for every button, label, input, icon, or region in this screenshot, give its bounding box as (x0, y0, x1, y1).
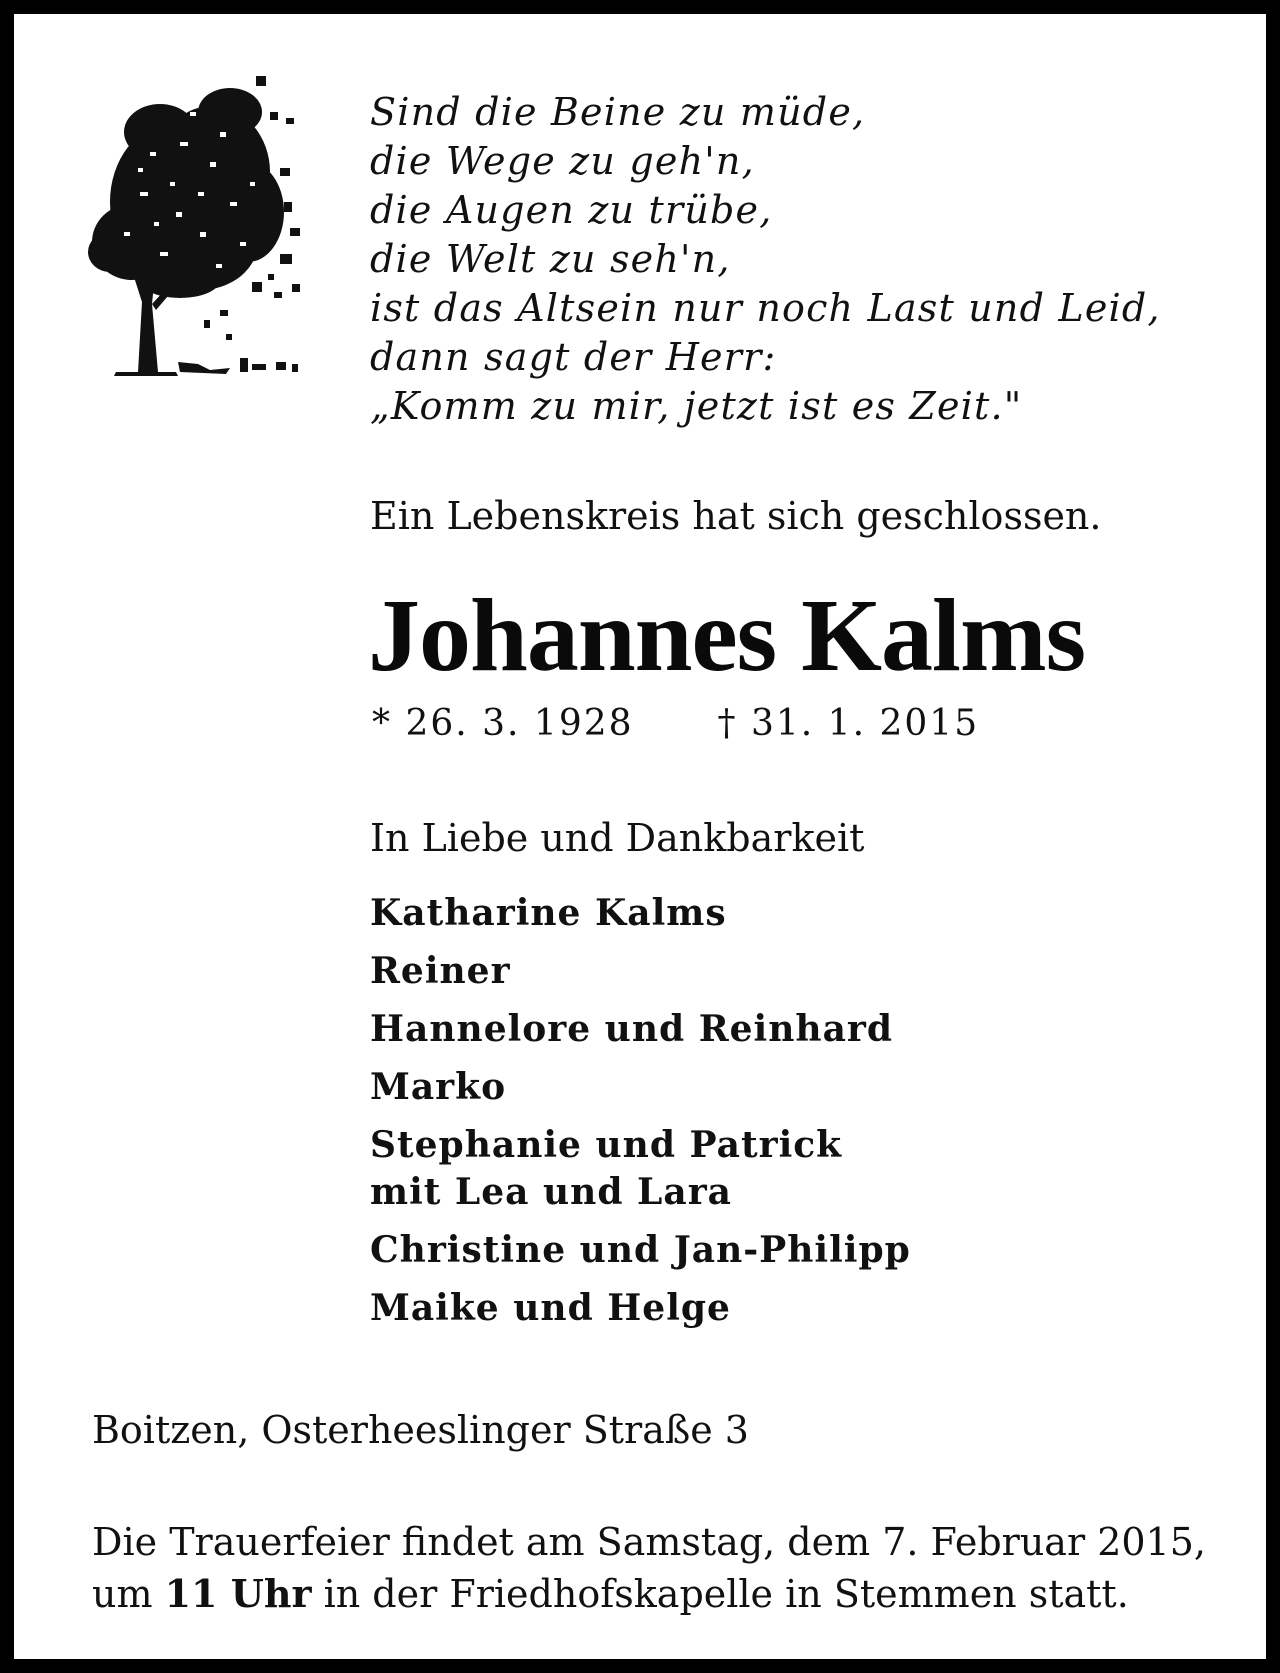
family-member: Hannelore und Reinhard (370, 1008, 894, 1050)
poem (370, 88, 1230, 431)
poem-line: dann sagt der Herr: (370, 335, 777, 379)
service-info (92, 1516, 1206, 1620)
service-suffix: in der Friedhofskapelle in Stemmen statt. (311, 1572, 1129, 1616)
poem-line: „Komm zu mir, jetzt ist es Zeit." (370, 384, 1023, 428)
poem-line: die Augen zu trübe, (370, 188, 773, 232)
family-member: Marko (370, 1066, 507, 1108)
death-date: † 31. 1. 2015 (717, 703, 980, 744)
dedication-text: In Liebe und Dankbarkeit (370, 816, 865, 860)
service-prefix: um (92, 1572, 165, 1616)
address-text: Boitzen, Osterheeslinger Straße 3 (92, 1408, 749, 1452)
family-member: Reiner (370, 950, 511, 992)
deceased-name: Johannes Kalms (368, 578, 1086, 693)
poem-line: die Welt zu seh'n, (370, 237, 731, 281)
tree-icon (80, 72, 320, 404)
intro-text: Ein Lebenskreis hat sich geschlossen. (370, 494, 1102, 538)
poem-line: Sind die Beine zu müde, (370, 90, 866, 134)
birth-date: * 26. 3. 1928 (372, 703, 634, 744)
service-time: 11 Uhr (164, 1571, 312, 1616)
family-member: Katharine Kalms (370, 892, 727, 934)
family-member: Christine und Jan-Philipp (370, 1229, 911, 1271)
family-member: Stephanie und Patrick mit Lea und Lara (370, 1124, 843, 1213)
life-dates (372, 702, 979, 746)
family-member: Maike und Helge (370, 1287, 731, 1329)
poem-line: ist das Altsein nur noch Last und Leid, (370, 286, 1161, 330)
service-line-2 (92, 1568, 1206, 1620)
family-list (370, 890, 911, 1343)
poem-line: die Wege zu geh'n, (370, 139, 755, 183)
service-line-1: Die Trauerfeier findet am Samstag, dem 7. Februar 2015, (92, 1520, 1206, 1564)
